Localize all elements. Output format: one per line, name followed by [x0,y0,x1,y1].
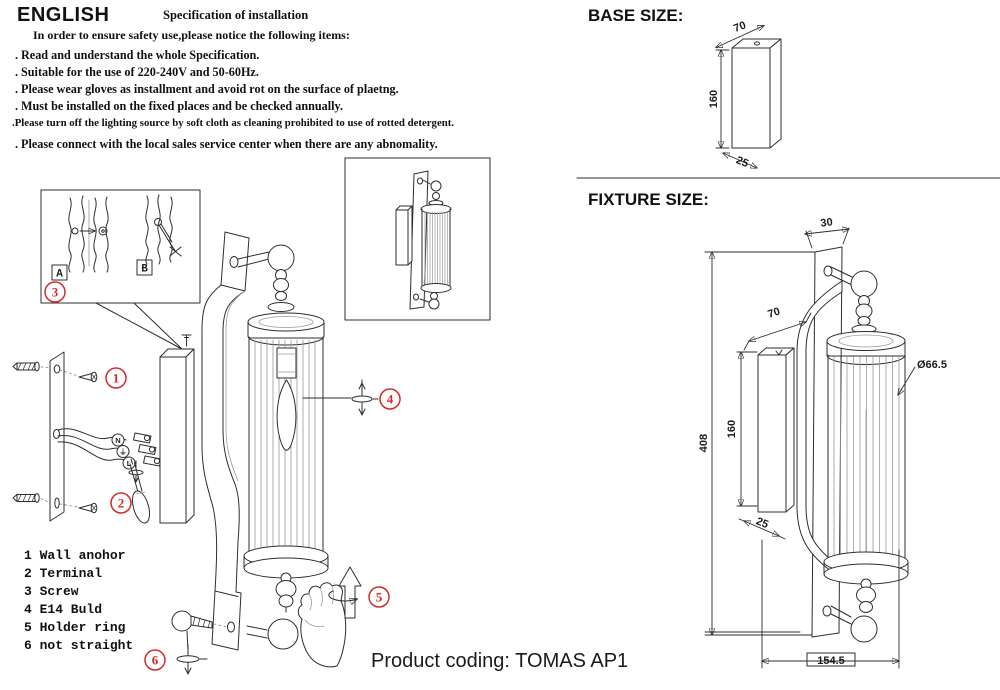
screw [79,372,97,382]
notice-item [12,64,442,81]
inset-label-a: A [56,268,63,281]
bullet: . [12,117,15,129]
legend-item: 1 Wall anohor [24,548,126,563]
bullet: . [14,82,19,96]
callout-5 [369,587,389,607]
wire-label-l [123,457,135,469]
bulb [277,380,296,450]
notice-intro: In order to ensure safety use,please notice the following items: [33,28,350,42]
legend-item: 6 not straight [24,638,134,653]
legend-item: 4 E14 Buld [24,602,103,617]
glass-shade [244,313,328,578]
notice-text: Suitable for the use of 220-240V and 50-60Hz. [21,65,259,79]
fixture-dim-total-width: 154.5 [817,655,845,667]
fixture-dim-diameter: Ø66.5 [917,359,947,371]
notice-text: Please connect with the local sales service center when there are any abnomality. [21,137,438,151]
svg-text:N: N [115,435,121,445]
notice-item [12,136,442,153]
drilling-guide-inset [41,190,200,350]
bulb-socket [277,348,296,378]
base-cover-box [160,349,194,523]
base-size-heading: BASE SIZE: [588,6,684,25]
notice-text: Read and understand the whole Specification. [21,48,260,62]
svg-text:5: 5 [375,589,383,605]
wire-label-earth [117,446,129,458]
notice-text: Must be installed on the fixed places and be checked annually. [21,99,343,113]
svg-text:3: 3 [51,284,59,300]
inset-label-b: B [141,263,148,276]
callout-1 [106,368,126,388]
notice-item [12,98,442,115]
fixture-size-heading: FIXTURE SIZE: [588,190,709,209]
legend-item: 3 Screw [24,584,79,599]
fixture-dim-back-depth: 25 [754,515,771,532]
language-label: ENGLISH [17,4,110,26]
notice-text: Please wear gloves as installment and avoid rot on the surface of plaetng. [21,82,399,96]
assembled-lamp-inset [345,158,490,320]
svg-text:4: 4 [386,391,394,407]
bracket-arm [202,232,249,650]
wiring-parts [58,429,161,525]
bullet: . [14,65,19,79]
fixture-size-drawing [698,216,947,668]
svg-text:2: 2 [117,495,125,511]
spec-title: Specification of installation [163,8,309,22]
bulb-callout [303,380,400,415]
screw [79,503,97,513]
notice-text: Please turn off the lighting source by soft cloth as cleaning prohibited to use of rotted detergent. [14,117,455,129]
fixture-dim-plate: 30 [819,216,834,230]
wall-anchor [13,362,39,371]
wire-label-n [112,434,124,446]
svg-text:L: L [126,458,132,468]
base-size-drawing [708,19,781,170]
callout-4 [380,389,400,409]
bullet: . [14,137,19,151]
notice-item [12,47,442,64]
legend-item: 5 Holder ring [24,620,126,635]
base-dim-height: 160 [708,89,720,109]
notice-item [12,115,455,132]
legend-item: 2 Terminal [24,566,103,581]
fixture-dim-total-height: 408 [698,433,710,453]
callout-2 [111,493,131,513]
bullet: . [14,48,19,62]
product-coding: Product coding: TOMAS AP1 [371,650,629,672]
bullet: . [14,99,19,113]
base-dim-depth: 25 [734,154,751,171]
screw-glyph [182,335,191,346]
fixture-dim-arm: 70 [766,305,782,321]
screwdriver [126,458,153,525]
safety-notice-list [12,28,455,153]
svg-text:1: 1 [112,370,120,386]
callout-6 [145,650,165,670]
parts-legend [24,547,133,655]
fixture-dim-back: 160 [726,419,738,439]
base-dim-width: 70 [732,19,748,35]
svg-text:6: 6 [151,652,159,668]
svg-text:⏚: ⏚ [119,447,127,457]
notice-item [12,81,442,98]
